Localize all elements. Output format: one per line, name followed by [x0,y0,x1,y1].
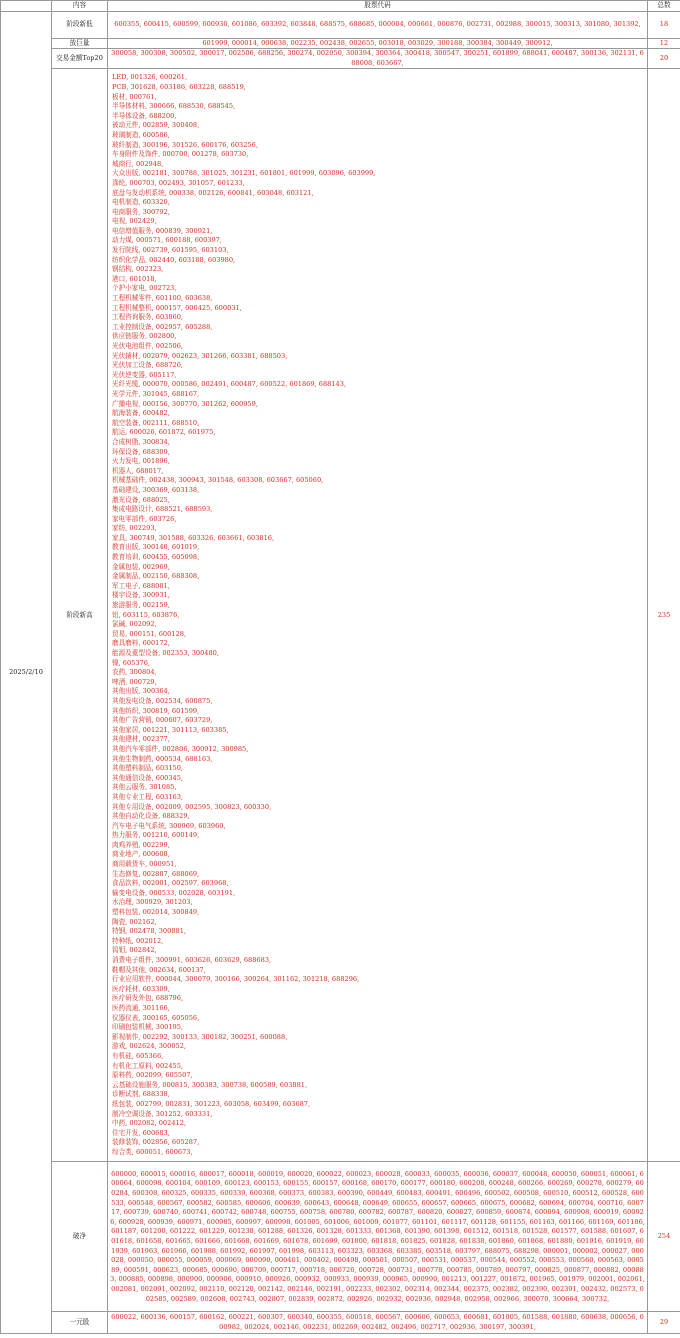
industry-item: 其他纺织, 300819, 601599, [112,706,200,715]
industry-item: 有机化工原料, 002455, [112,1061,184,1070]
row-break-net [1,1162,680,1312]
industry-item: 住宅开发, 600683, [112,1128,170,1137]
industry-item: 塑料包装, 002014, 300849, [112,908,200,917]
industry-item: 其他出版, 300364, [112,687,170,696]
industry-item: 云基础设施服务, 000815, 300383, 300738, 600589, 603881, [112,1080,308,1089]
industry-item: 贸易, 000151, 600128, [112,629,187,638]
category-label: 阶段新高 [52,69,108,1162]
codes-cell: 600355, 600415, 600599, 600930, 601086, 603392, 603848, 688575, 688685, 000004, 000661, 000876, 002731, 002988, 300015, 300313, 301080, 301392, [108,11,648,38]
industry-item: 其他塑料制品, 603150, [112,764,184,773]
industry-item: 合成树脂, 300834, [112,437,170,446]
industry-item: 其他云服务, 301085, [112,783,177,792]
industry-item: 机器人, 688017, [112,466,164,475]
industry-item: 激光设备, 688025, [112,495,170,504]
industry-item: 光学元件, 301045, 688167, [112,389,200,398]
industry-item: 陶瓷, 002162, [112,917,157,926]
industry-item: 工业控制设备, 002957, 605288, [112,322,213,331]
industry-item: 仪器仪表, 300165, 605056, [112,1013,200,1022]
row-stage-new-low [1,11,680,38]
industry-item: 电信增值服务, 000839, 300921, [112,226,213,235]
industry-item: 能源及重型设备, 002353, 300480, [112,649,219,657]
total-cell: 12 [648,38,680,49]
industry-item: PCB, 301628, 603186, 603228, 688519, [112,82,246,91]
industry-item: 汽车电子电气系统, 300969, 603960, [112,821,226,830]
industry-item: 其他汽车零部件, 002806, 300912, 300985, [112,744,249,753]
industry-item: 光伏电池组件, 002506, [112,342,184,350]
industry-item: 家具, 300749, 301588, 603326, 603661, 603816, [112,533,275,542]
industry-item: 城商行, 002948, [112,159,164,168]
total-cell: 235 [648,69,680,1162]
total-cell: 18 [648,11,680,38]
industry-item: 氯碱, 002092, [112,620,157,629]
category-label: 破净 [52,1162,108,1312]
industry-item: 光伏辅材, 002079, 002623, 301266, 603381, 688503, [112,351,288,360]
industry-item: 教育出版, 300148, 601019, [112,543,200,552]
industry-item: 有机硅, 605366, [112,1051,164,1060]
header-blank [1,1,52,12]
industry-item: 动力煤, 000571, 600188, 600397, [112,236,222,245]
industry-item: 集成电路设计, 688521, 688593, [112,505,213,514]
industry-item: LED, 001326, 600261, [112,73,188,82]
row-turnover-top20 [1,49,680,69]
header-codes: 股票代码 [108,1,648,12]
industry-item: 行业应用软件, 000044, 300079, 300166, 300264, 301162, 301218, 688296, [112,975,360,984]
category-label: 放巨量 [52,38,108,49]
industry-item: 商业地产, 600608, [112,850,170,859]
industry-item: 医疗研发外包, 688796, [112,994,184,1003]
industry-item: 镍, 605376, [112,658,151,667]
industry-item: 玻纤制造, 300196, 301526, 600176, 603256, [112,140,258,149]
industry-item: 铝, 603115, 603876, [112,610,180,619]
industry-item: 工程机械整机, 000157, 000425, 600031, [112,303,242,312]
industry-item: 涤纶, 000703, 002493, 301057, 601233, [112,178,245,187]
industry-item: 农药, 300804, [112,668,157,677]
industry-item: 影视制作, 002292, 300133, 300182, 300251, 600088, [112,1032,288,1041]
industry-item: 光纤光缆, 000070, 000586, 002491, 600487, 600522, 601869, 688143, [112,380,347,389]
industry-item: 底盘与发动机系统, 000338, 002126, 600841, 603048, 603121, [112,188,314,197]
industry-item: 光伏加工设备, 688726, [112,361,184,370]
category-label: 一元股 [52,1312,108,1334]
row-record-volume [1,38,680,49]
industry-item: 其他生物制药, 000534, 688163, [112,754,213,763]
industry-item: 钨钼, 002842, [112,946,157,955]
industry-item: 玻璃制造, 600586, [112,130,170,139]
industry-item: 磨具磨料, 600172, [112,639,170,648]
industry-item: 金属包装, 002969, [112,562,170,571]
industry-item: 印刷包装机械, 300195, [112,1023,184,1032]
header-content: 内容 [52,1,108,12]
industry-item: 生态修复, 002887, 688069, [112,869,200,878]
industry-item: 游戏, 002624, 300052, [112,1042,187,1051]
total-cell: 29 [648,1312,680,1334]
industry-item: 电商服务, 300792, [112,207,170,216]
total-cell: 254 [648,1162,680,1312]
industry-item: 车身附件及饰件, 000700, 001278, 603730, [112,150,249,159]
industry-item: 其他建材, 002377, [112,735,170,744]
industry-item: 工程咨询服务, 603860, [112,313,184,322]
codes-cell: 600022, 600136, 600157, 600162, 600221, 600307, 600340, 600355, 600518, 600567, 600606, 600653, 600681, 601005, 601588, 601880, 600638, 000656, 000982, 002024, 002146, 002231, 002269, 002482, 002496, 002717, 002936, 300197, 300391, [108,1312,648,1334]
industry-item: 鞋帽及其他, 002634, 600137, [112,965,206,974]
industry-item: 半导体材料, 300666, 688530, 688545, [112,102,236,111]
industry-item: 板材, 000761, [112,92,157,101]
header-total: 总数 [648,1,680,12]
industry-item: 其他家居, 001221, 301113, 603385, [112,725,229,734]
industry-item: 军工电子, 688081, [112,581,170,590]
industry-item: 旅游服务, 002159, [112,601,170,610]
industry-item: 纺织化学品, 002440, 603188, 603980, [112,255,236,264]
codes-cell: 600000, 600015, 600016, 600017, 600018, 600019, 600020, 600022, 600023, 600028, 600033, 600035, 600036, 600037, 600048, 600050, 600051, 600061, 600064, 600098, 600104, 600109, 600123, 600153, 600155, 600157, 600168, 600170, 600177, 600180, 600208, 600248, 600266, 600269, 600278, 600279, 600284, 600308, 600325, 600335, 600339, 600368, 600373, 600383, 600390, 600449, 600483, 600491, 600496, 600502, 600508, 600510, 600512, 600528, 600533, 600548, 600567, 600582, 600585, 600606, 600639, 600643, 600648, 600649, 600655, 600657, 600665, 600675, 600682, 600694, 600704, 600716, 600717, 600739, 600740, 600741, 600742, 600748, 600755, 600758, 600780, 600782, 600787, 600820, 600827, 600859, 600874, 600894, 600908, 600919, 600926, 600928, 600939, 600971, 600985, 600997, 600998, 601005, 601006, 601009, 601077, 601101, 601117, 601128, 601155, 601163, 601166, 601169, 601186, 601187, 601200, 601222, 601229, 601238, 601288, 601326, 601328, 601333, 601368, 601390, 601398, 601512, 601518, 601528, 601577, 601588, 601607, 601618, 601658, 601665, 601666, 601668, 601669, 601678, 601699, 601800, 601818, 601825, 601828, 601838, 601860, 601868, 601880, 601916, 601919, 601939, 601963, 601966, 601988, 601992, 601997, 601998, 603113, 603323, 603368, 603385, 603518, 603797, 688075, 688298, 000001, 000002, 000027, 000028, 000050, 000055, 000059, 000069, 000090, 000401, 000402, 000498, 000501, 000507, 000531, 000537, 000544, 000552, 000553, 000560, 000563, 000589, 000591, 000623, 000685, 000690, 000709, 000717, 000718, 000726, 000728, 000731, 000778, 000785, 000789, 000797, 000825, 000877, 000882, 000883, 000885, 000898, 000900, 000906, 000910, 000926, 000932, 000933, 000939, 000965, 000990, 001213, 001227, 001872, 001965, 001979, 002001, 002061, 002081, 002091, 002092, 002110, 002120, 002142, 002146, 002191, 002233, 002302, 002314, 002344, 002375, 002382, 002390, 002391, 002432, 002573, 002585, 002589, 002608, 002743, 002807, 002839, 002872, 002926, 002932, 002936, 002948, 002958, 002966, 300070, 300664, 300732, [108,1162,648,1312]
industry-item: 金属制品, 002150, 688308, [112,572,200,581]
codes-cell: 300058, 300308, 300502, 300017, 002506, 688256, 300274, 002050, 300394, 300364, 300418, 300547, 300251, 601899, 688041, 600487, 300136, 302131, 688008, 603667, [108,49,648,69]
industry-item: 其他发电设备, 002534, 600875, [112,696,213,705]
industry-item: 消费电子组件, 300991, 603626, 603629, 688683, [112,956,272,964]
industry-item: 机械基础件, 002438, 300943, 301548, 603308, 603667, 605060, [112,476,324,485]
industry-item: 其他自动化设备, 688329, [112,812,190,821]
industry-item: 啤酒, 000729, [112,677,157,686]
industry-item: 综合类, 600051, 600673, [112,1147,193,1156]
industry-item: 港口, 601018, [112,274,157,283]
header-row [1,1,680,12]
industry-item: 供应链服务, 002800, [112,332,177,341]
industry-item: 楼宇设备, 300931, [112,591,170,600]
industry-item: 航海装备, 600482, [112,409,170,418]
industry-item: 其他专用设备, 002009, 002595, 300823, 600330, [112,802,272,811]
industry-item: 电机制造, 603320, [112,198,170,207]
industry-item: 肉鸡养殖, 002299, [112,840,170,849]
industry-item: 制冷空调设备, 301252, 603331, [112,1109,213,1118]
total-cell: 20 [648,49,680,69]
category-label: 交易金额Top20 [52,49,108,69]
industry-item: 食品饮料, 002001, 002597, 603968, [112,879,229,888]
industry-item: 输变电设备, 000533, 002028, 603191, [112,888,236,897]
industry-item: 半导体设备, 688200, [112,111,177,120]
row-stage-new-high [1,69,680,1162]
industry-item: 航空装备, 002111, 688510, [112,418,200,427]
industry-item: 火力发电, 001896, [112,457,170,466]
industry-item: 中药, 002082, 002412, [112,1119,187,1128]
industry-item: 特钢, 002478, 300881, [112,927,187,936]
industry-item: 被动元件, 002859, 300408, [112,121,200,130]
industry-item: 广播电视, 000156, 300770, 301262, 600959, [112,399,258,408]
industry-item: 光伏逆变器, 605117, [112,370,177,379]
industry-item: 家电零部件, 603726, [112,514,177,523]
industry-item: 环保设备, 688309, [112,447,170,456]
industry-item: 家纺, 002293, [112,524,157,533]
industry-item: 其他专业工程, 603163, [112,792,184,801]
industry-item: 医疗耗材, 603309, [112,984,170,993]
industry-item: 教育培训, 600455, 605098, [112,553,200,562]
industry-item: 装修装饰, 002856, 605287, [112,1138,200,1147]
industry-item: 其他通信设备, 600345, [112,773,184,782]
industry-item: 其他广告营销, 000607, 603729, [112,716,213,725]
industry-item: 商用载货车, 000951, [112,860,177,869]
codes-cell: 601999, 000014, 000638, 002235, 002438, 002655, 003018, 003029, 300188, 300384, 300449, 300912, [108,38,648,49]
industry-item: 医药流通, 301166, [112,1003,170,1012]
industry-item: 基础建设, 300369, 603138, [112,485,200,494]
industry-item: 纸包装, 002799, 002831, 301223, 603058, 603499, 603687, [112,1099,311,1108]
industry-item: 诊断试剂, 688338, [112,1090,170,1099]
industry-item: 热力服务, 001210, 600149, [112,831,200,840]
row-one-yuan [1,1312,680,1334]
industry-item: 电视, 002429, [112,217,157,226]
industry-item: 个护小家电, 002723, [112,284,177,293]
industry-item: 钢结构, 002323, [112,265,164,274]
industry-item: 特种纸, 002012, [112,936,164,945]
category-label: 阶段新低 [52,11,108,38]
industry-item: 航运, 600026, 601872, 601975, [112,428,216,437]
date-cell: 2025/2/10 [1,11,52,1334]
industry-item: 工程机械零件, 601100, 603638, [112,294,213,303]
industry-item: 发行院线, 002739, 601595, 603103, [112,246,229,255]
industry-item: 原料药, 002099, 605507, [112,1071,193,1080]
industry-list [108,69,648,1162]
industry-item: 水治理, 300929, 301203, [112,898,193,907]
industry-item: 大众出版, 002181, 300788, 301025, 301231, 601801, 601999, 603096, 603999, [112,169,376,178]
